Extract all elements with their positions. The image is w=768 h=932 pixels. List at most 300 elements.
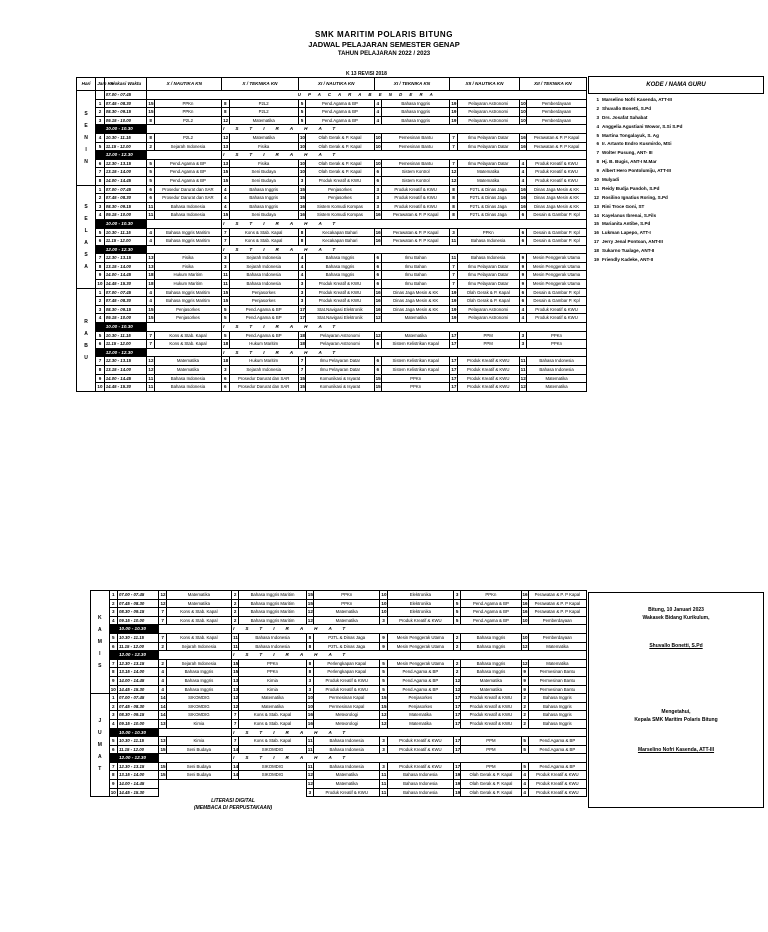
teacher-entry xyxy=(590,203,766,212)
subject: Pelayaran Astronomi xyxy=(457,314,519,323)
header-jam: Jam Ke xyxy=(96,78,105,91)
teacher-code: 11 xyxy=(222,271,229,280)
subject: Permesinan Bantu xyxy=(528,668,586,677)
teacher-code: 15 xyxy=(147,305,154,314)
subject: Desain & Gambar P. Kpl xyxy=(527,288,587,297)
period-number: 4 xyxy=(109,616,117,625)
day-letter: I xyxy=(99,651,101,658)
period-number xyxy=(96,348,105,357)
teacher-code: 15 xyxy=(222,168,229,177)
period-time: 12.30 - 13.15 xyxy=(104,254,147,263)
teacher-code: 10 xyxy=(593,177,599,183)
teacher-code: 18 xyxy=(147,271,154,280)
teacher-code: 12 xyxy=(222,116,229,125)
break-spacer xyxy=(147,151,222,160)
subject: Bahasa Inggris Maritim xyxy=(154,288,221,297)
teacher-code: 8 xyxy=(450,194,457,203)
break-label: ISTIRAHAT xyxy=(222,245,587,254)
teacher-code: 16 xyxy=(374,305,381,314)
signature-block xyxy=(588,592,764,808)
subject: Hukum Maritim xyxy=(229,357,298,366)
subject: Perawatan & P. P Kapal xyxy=(528,591,586,600)
break-label: ISTIRAHAT xyxy=(222,219,587,228)
subject: Bahasa Indonesia xyxy=(239,633,306,642)
teacher-code: 17 xyxy=(454,694,461,703)
subject: Bahasa Inggris xyxy=(461,633,521,642)
subject: Olah Gerak & P. Kapal xyxy=(461,771,521,780)
teacher-code: 14 xyxy=(232,771,239,780)
subject: Penjasorkes xyxy=(154,314,221,323)
teacher-code: 8 xyxy=(596,159,599,165)
teacher-code: 10 xyxy=(521,633,528,642)
teacher-entry xyxy=(590,229,766,238)
subject: Perawatan & P. P Kapal xyxy=(528,599,586,608)
subject: Penjasorkes xyxy=(229,288,298,297)
teacher-entry xyxy=(590,238,766,247)
period-time: 14.00 - 14.45 xyxy=(104,374,147,383)
teacher-code: 3 xyxy=(596,114,599,120)
teacher-code: 11 xyxy=(147,374,154,383)
table-row xyxy=(91,702,587,711)
subject: Sistem Komudi Kompas xyxy=(306,202,374,211)
subject: Matematika xyxy=(154,366,221,375)
subject: Produk Kreatif & KWU xyxy=(306,280,374,289)
teacher-entry xyxy=(590,212,766,221)
teacher-code: 10 xyxy=(519,108,526,117)
period-time: 07.45 - 08.30 xyxy=(104,99,147,108)
teacher-code: 7 xyxy=(159,633,166,642)
period-number: 4 xyxy=(96,314,105,323)
subject: Bahasa Inggris Maritim xyxy=(239,599,306,608)
teacher-code: 10 xyxy=(374,133,381,142)
subject: PPM xyxy=(461,737,521,746)
period-time: 07.45 - 08.30 xyxy=(117,702,159,711)
teacher-code: 7 xyxy=(222,237,229,246)
teacher-code: 7 xyxy=(159,616,166,625)
subject: Kimia xyxy=(239,676,306,685)
schedule-table-page-1 xyxy=(76,77,587,392)
subject: Produk Kreatif & KWU xyxy=(314,788,380,797)
teacher-code: 3 xyxy=(222,254,229,263)
subject: Produk Kreatif & KWU xyxy=(314,676,380,685)
sign-name-principal: Marselino Nofri Kasenda, ATT-III xyxy=(637,747,715,753)
table-row xyxy=(91,694,587,703)
subject: Seni Budaya xyxy=(229,176,298,185)
day-letter: E xyxy=(84,122,88,129)
teacher-code: 10 xyxy=(519,116,526,125)
subject: Matematika xyxy=(229,133,298,142)
break-spacer xyxy=(159,754,232,763)
teacher-code: 12 xyxy=(454,676,461,685)
teacher-code: 16 xyxy=(521,599,528,608)
table-row xyxy=(77,280,587,289)
teacher-code: 8 xyxy=(306,659,313,668)
teacher-code: 15 xyxy=(306,599,313,608)
table-row xyxy=(91,608,587,617)
break-spacer xyxy=(147,219,222,228)
subject: P2TL & Dinas Jaga xyxy=(457,202,519,211)
teacher-code: 13 xyxy=(232,685,239,694)
teacher-code: 15 xyxy=(159,771,166,780)
day-letter: B xyxy=(84,342,88,349)
subject: Bahasa Inggris xyxy=(528,719,586,728)
teacher-code: 13 xyxy=(147,262,154,271)
teacher-code: 1 xyxy=(596,97,599,102)
table-row xyxy=(91,659,587,668)
subject: Pemberdayaan xyxy=(527,99,587,108)
teacher-code: 9 xyxy=(519,262,526,271)
subject: Produk Kreatif & KWU xyxy=(528,780,586,789)
period-number: 10 xyxy=(109,685,117,694)
teacher-code: 2 xyxy=(521,694,528,703)
teacher-code: 4 xyxy=(147,297,154,306)
teacher-code: 14 xyxy=(159,711,166,720)
subject: Bahasa Indonesia xyxy=(154,383,221,392)
teacher-code: 3 xyxy=(374,185,381,194)
subject: Matematika xyxy=(528,642,586,651)
period-time: 08.30 - 09.15 xyxy=(104,202,147,211)
subject: PPKn xyxy=(154,108,221,117)
subject: Bahasa Inggris Maritim xyxy=(154,297,221,306)
teacher-code: 15 xyxy=(159,745,166,754)
subject: Stat.Navigasi Elektronik xyxy=(306,305,374,314)
teacher-code: 6 xyxy=(519,297,526,306)
teacher-code: 11 xyxy=(232,642,239,651)
break-label: ISTIRAHAT xyxy=(222,151,587,160)
table-row xyxy=(91,745,587,754)
subject: Bahasa Indonesia xyxy=(457,254,519,263)
teacher-code: 12 xyxy=(454,685,461,694)
subject: Pemberdayaan xyxy=(528,616,586,625)
subject: Bahasa Indonesia xyxy=(239,642,306,651)
period-number xyxy=(109,651,117,660)
subject: Ilmu Pelayaran Datar xyxy=(457,262,519,271)
table-row xyxy=(91,771,587,780)
teacher-code: 4 xyxy=(519,159,526,168)
subject: Mesin Penggerak Utama xyxy=(527,280,587,289)
period-time: 10.30 - 11.15 xyxy=(104,133,147,142)
teacher-code: 3 xyxy=(298,297,305,306)
period-time: 10.00 - 10.30 xyxy=(117,728,159,737)
subject: Pelayaran Astronomi xyxy=(457,116,519,125)
subject: Perlengkapan Kapal xyxy=(314,659,380,668)
period-number: 1 xyxy=(96,185,105,194)
teacher-code: 6 xyxy=(374,254,381,263)
teacher-code: 5 xyxy=(380,668,387,677)
teacher-name: Mulyadi xyxy=(602,177,620,183)
subject: Meteorologi xyxy=(314,711,380,720)
teacher-code: 16 xyxy=(519,185,526,194)
subject: Sejarah Indonesia xyxy=(154,142,221,151)
teacher-name: Sukarno Tualage, ANT-II xyxy=(602,248,655,254)
subject: Matematika xyxy=(314,771,380,780)
period-number: 3 xyxy=(109,608,117,617)
teacher-code: 16 xyxy=(374,297,381,306)
teacher-code: 10 xyxy=(380,608,387,617)
table-row xyxy=(77,357,587,366)
teacher-code: 12 xyxy=(450,176,457,185)
subject: Ilmu Pelayaran Datar xyxy=(306,357,374,366)
teacher-entry xyxy=(590,158,766,167)
period-number xyxy=(96,125,105,134)
subject: SIKOMDIG xyxy=(239,745,306,754)
teacher-code: 6 xyxy=(374,357,381,366)
subject: Matematika xyxy=(166,591,231,600)
subject: PPKn xyxy=(314,599,380,608)
period-time: 13.15 - 14.00 xyxy=(117,668,159,677)
teacher-code: 4 xyxy=(374,99,381,108)
teacher-code: 8 xyxy=(306,668,313,677)
schedule-table-page-2 xyxy=(90,590,587,797)
subject: Bahasa Inggris Maritim xyxy=(239,591,306,600)
teacher-code: 4 xyxy=(519,168,526,177)
teacher-code: 17 xyxy=(454,711,461,720)
subject: Matematika xyxy=(387,711,453,720)
subject: Produk Kreatif & KWU xyxy=(528,771,586,780)
teacher-code: 11 xyxy=(594,185,599,191)
teacher-code: 6 xyxy=(519,211,526,220)
teacher-code: 5 xyxy=(380,676,387,685)
teacher-code: 14 xyxy=(232,762,239,771)
subject: Pend.Agama & BP xyxy=(387,676,453,685)
period-time: 10.00 - 10.30 xyxy=(104,323,147,332)
subject: Prosedur Darurat dan SAR xyxy=(229,374,298,383)
period-number xyxy=(96,219,105,228)
teacher-name: Rini Troce Goni, ST xyxy=(602,203,645,209)
teacher-code: 2 xyxy=(521,711,528,720)
teacher-code: 8 xyxy=(450,185,457,194)
subject: PPKn xyxy=(457,228,519,237)
teacher-code: 5 xyxy=(454,608,461,617)
teacher-code: 17 xyxy=(454,737,461,746)
subject: Olah Gerak & P. Kapal xyxy=(306,159,374,168)
teacher-code: 10 xyxy=(306,702,313,711)
period-number xyxy=(109,754,117,763)
subject: Bahasa Inggris xyxy=(382,116,450,125)
subject: Bahasa Indonesia xyxy=(387,771,453,780)
period-time: 09.15 - 10.00 xyxy=(104,211,147,220)
teacher-code: 12 xyxy=(374,314,381,323)
table-row xyxy=(91,788,587,797)
day-letter: K xyxy=(98,615,102,622)
subject: Produk Kreatif & KWU xyxy=(387,616,453,625)
teacher-code: 2 xyxy=(521,719,528,728)
literacy-cell xyxy=(159,788,306,797)
sign-place-date: Bitung, 10 Januari 2023 xyxy=(648,607,704,613)
subject: Bahasa Inggris xyxy=(382,99,450,108)
teacher-code: 4 xyxy=(519,176,526,185)
subject: Bahasa Indonesia xyxy=(229,280,298,289)
table-row xyxy=(77,305,587,314)
period-time: 12.00 - 12.30 xyxy=(104,245,147,254)
period-number: 9 xyxy=(96,271,105,280)
teacher-code: 3 xyxy=(306,676,313,685)
teacher-code: 10 xyxy=(374,142,381,151)
period-number: 1 xyxy=(96,288,105,297)
teacher-code: 4 xyxy=(374,116,381,125)
period-time: 09.15 - 10.00 xyxy=(117,719,159,728)
subject: Ilmu Bahan xyxy=(382,262,450,271)
subject: Meteorologi xyxy=(314,719,380,728)
day-letter: S xyxy=(98,663,102,670)
teacher-code: 16 xyxy=(519,202,526,211)
teacher-code: 4 xyxy=(147,288,154,297)
table-row xyxy=(77,254,587,263)
subject: Pend.Agama & BP xyxy=(306,99,374,108)
subject: PPM xyxy=(461,745,521,754)
teacher-code: 15 xyxy=(222,288,229,297)
teacher-code: 18 xyxy=(298,331,305,340)
subject: Perawatan & P. P Kapal xyxy=(382,237,450,246)
break-spacer xyxy=(147,125,222,134)
subject: SIKOMDIG xyxy=(166,711,231,720)
break-label: ISTIRAHAT xyxy=(232,754,587,763)
period-time: 13.15 - 14.00 xyxy=(104,262,147,271)
teacher-code: 14 xyxy=(159,694,166,703)
period-number: 4 xyxy=(109,719,117,728)
day-label xyxy=(77,185,96,288)
subject: Kons & Stab. Kapal xyxy=(239,719,306,728)
table-row xyxy=(77,168,587,177)
day-letter: A xyxy=(84,239,88,246)
subject: PPKn xyxy=(527,331,587,340)
subject: PPKn xyxy=(382,383,450,392)
teacher-code: 5 xyxy=(222,305,229,314)
day-letter: A xyxy=(98,754,102,761)
subject: Seni Budaya xyxy=(229,168,298,177)
subject: Pend.Agama & BP xyxy=(461,608,521,617)
teacher-code: 15 xyxy=(298,194,305,203)
teacher-name: Jerry Jenal Pontoan, ANT-III xyxy=(602,239,663,245)
teacher-code: 3 xyxy=(519,331,526,340)
teacher-code: 14 xyxy=(593,212,599,218)
subject: Produk Kreatif & KWU xyxy=(528,788,586,797)
teacher-code: 17 xyxy=(298,305,305,314)
day-letter: A xyxy=(84,330,88,337)
subject: Produk Kreatif & KWU xyxy=(527,168,587,177)
table-row xyxy=(77,271,587,280)
teacher-code: 15 xyxy=(298,185,305,194)
subject: Prosedur Darurat dan SAR xyxy=(229,383,298,392)
subject: Desain & Gambar P. Kpl xyxy=(527,297,587,306)
subject: Produk Kreatif & KWU xyxy=(387,737,453,746)
subject: Prosedur Darurat dan SAR xyxy=(154,194,221,203)
period-number: 7 xyxy=(96,254,105,263)
table-row xyxy=(91,633,587,642)
period-number xyxy=(109,625,117,634)
break-label: ISTIRAHAT xyxy=(222,348,587,357)
period-number: 7 xyxy=(109,659,117,668)
subject: Kons & Stab. Kapal xyxy=(229,237,298,246)
teacher-code: 16 xyxy=(519,194,526,203)
subject: Bahasa Inggris xyxy=(528,694,586,703)
teacher-code: 6 xyxy=(374,168,381,177)
subject: Kimia xyxy=(166,719,231,728)
teacher-name: Lukman Lapepo, ATT-I xyxy=(602,230,651,236)
table-row xyxy=(77,237,587,246)
subject: Bahasa Indonesia xyxy=(314,745,380,754)
period-number: 8 xyxy=(96,366,105,375)
teacher-code: 6 xyxy=(147,185,154,194)
subject: Penjasorkes xyxy=(229,297,298,306)
subject: Produk Kreatif & KWU xyxy=(382,194,450,203)
subject: P2L2 xyxy=(154,133,221,142)
subject: SIKOMDIG xyxy=(166,702,231,711)
teacher-code: 11 xyxy=(306,762,313,771)
table-row xyxy=(91,651,587,660)
teacher-code: 3 xyxy=(380,762,387,771)
subject: Kons & Stab. Kapal xyxy=(166,608,231,617)
subject: Bahasa Indonesia xyxy=(314,762,380,771)
teacher-code: 4 xyxy=(222,202,229,211)
table-row xyxy=(91,754,587,763)
subject: Produk Kreatif & KWU xyxy=(527,159,587,168)
teacher-code: 8 xyxy=(298,237,305,246)
table-row xyxy=(77,348,587,357)
teacher-code: 16 xyxy=(306,711,313,720)
break-label: ISTIRAHAT xyxy=(222,125,587,134)
teacher-code: 15 xyxy=(380,694,387,703)
teacher-name: Marselino Nofri Kasenda, ATT-III xyxy=(602,97,672,102)
teacher-code: 8 xyxy=(147,133,154,142)
day-letter: T xyxy=(98,766,102,773)
subject: Seni Budaya xyxy=(166,771,231,780)
teacher-code: 7 xyxy=(147,340,154,349)
subject: Ilmu Pelayaran Datar xyxy=(457,159,519,168)
subject: Bahasa Inggris Maritim xyxy=(239,608,306,617)
break-spacer xyxy=(147,348,222,357)
teacher-code: 15 xyxy=(147,99,154,108)
teacher-code: 5 xyxy=(521,762,528,771)
subject: Sistem Komudi Kompas xyxy=(306,211,374,220)
table-row xyxy=(77,202,587,211)
subject: Bahasa Inggris xyxy=(229,194,298,203)
teacher-code: 9 xyxy=(521,685,528,694)
subject: Pemesinan Bantu xyxy=(382,133,450,142)
teacher-code: 12 xyxy=(380,711,387,720)
teacher-code: 16 xyxy=(593,230,599,236)
subject: Kons & Stab. Kapal xyxy=(239,737,306,746)
subject: Seni Budaya xyxy=(166,762,231,771)
teacher-code: 5 xyxy=(298,116,305,125)
teacher-code: 6 xyxy=(374,366,381,375)
table-row xyxy=(77,108,587,117)
day-letter: R xyxy=(84,318,88,325)
teacher-code: 19 xyxy=(450,108,457,117)
subject: PPKn xyxy=(461,591,521,600)
day-letter: A xyxy=(84,263,88,270)
subject: Pend.Agama & BP xyxy=(154,159,221,168)
period-time: 07.45 - 08.30 xyxy=(117,599,159,608)
table-row xyxy=(77,151,587,160)
teacher-code: 2 xyxy=(454,659,461,668)
teacher-code: 19 xyxy=(454,780,461,789)
subject: Produk Kreatif & KWU xyxy=(306,297,374,306)
teacher-code: 10 xyxy=(306,694,313,703)
subject: Hukum Maritim xyxy=(154,271,221,280)
header-class: XI / TEKNIKA KN xyxy=(374,78,450,91)
subject: Penjasorkes xyxy=(306,194,374,203)
teacher-code: 11 xyxy=(450,237,457,246)
subject: Matematika xyxy=(461,685,521,694)
teacher-code: 3 xyxy=(306,788,313,797)
subject: Bahasa Inggris xyxy=(166,676,231,685)
header-class: XII / TEKNIKA KN xyxy=(519,78,586,91)
teacher-code: 4 xyxy=(298,271,305,280)
table-row xyxy=(77,383,587,392)
flag-ceremony: U P A C A R A B E N D E R A xyxy=(147,91,587,100)
table-row xyxy=(77,262,587,271)
